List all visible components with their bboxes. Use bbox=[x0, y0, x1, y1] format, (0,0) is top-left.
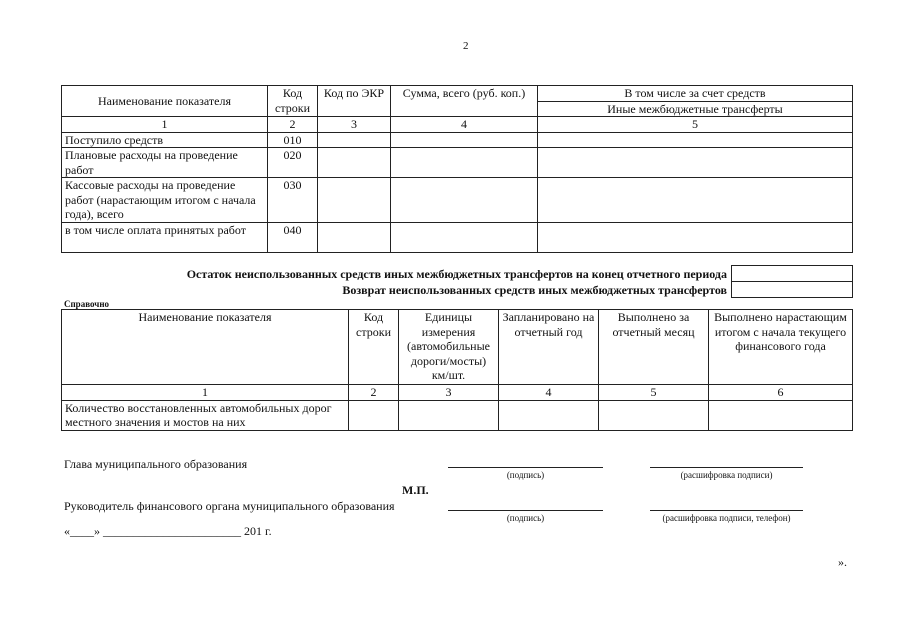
header-code-ekr: Код по ЭКР bbox=[318, 86, 391, 117]
col-number: 2 bbox=[268, 117, 318, 133]
header-code-row: Код строки bbox=[349, 310, 399, 385]
reference-label: Справочно bbox=[64, 299, 110, 309]
row-code: 020 bbox=[268, 148, 318, 178]
header-other-transfers: Иные межбюджетные трансферты bbox=[538, 101, 853, 117]
reference-table bbox=[61, 309, 853, 431]
header-done-month: Выполнено за отчетный месяц bbox=[599, 310, 709, 385]
col-number: 6 bbox=[709, 385, 853, 401]
empty-cell bbox=[599, 400, 709, 430]
head-decode-line bbox=[650, 467, 803, 468]
empty-cell bbox=[399, 400, 499, 430]
col-number: 3 bbox=[318, 117, 391, 133]
row-name: Количество восстановленных автомобильных дорог местного значения и мостов на них bbox=[62, 400, 349, 430]
balance-line-2: Возврат неиспользованных средств иных межбюджетных трансфертов bbox=[342, 283, 727, 297]
balance-box-1 bbox=[731, 265, 853, 282]
date-line: «____» _______________________ 201 г. bbox=[64, 524, 272, 538]
closing-mark: ». bbox=[838, 555, 847, 569]
empty-cell bbox=[538, 132, 853, 148]
row-name: Плановые расходы на проведение работ bbox=[62, 148, 268, 178]
head-decode-caption: (расшифровка подписи) bbox=[680, 470, 773, 480]
empty-cell bbox=[538, 148, 853, 178]
header-code-row: Код строки bbox=[268, 86, 318, 117]
row-name: в том числе оплата принятых работ bbox=[62, 222, 268, 252]
col-number: 1 bbox=[62, 385, 349, 401]
balance-line-1: Остаток неиспользованных средств иных межбюджетных трансфертов на конец отчетного периода bbox=[186, 267, 727, 281]
header-name: Наименование показателя bbox=[62, 86, 268, 117]
empty-cell bbox=[318, 148, 391, 178]
empty-cell bbox=[391, 148, 538, 178]
empty-cell bbox=[318, 132, 391, 148]
row-code: 030 bbox=[268, 178, 318, 223]
balance-box-2 bbox=[731, 281, 853, 298]
transfers-table bbox=[61, 85, 853, 253]
col-number: 4 bbox=[499, 385, 599, 401]
fin-sign-line bbox=[448, 510, 603, 511]
header-planned: Запланировано на отчетный год bbox=[499, 310, 599, 385]
fin-sign-caption: (подпись) bbox=[506, 513, 545, 523]
stamp-label: М.П. bbox=[402, 483, 429, 497]
header-done-total: Выполнено нарастающим итогом с начала текущего финансового года bbox=[709, 310, 853, 385]
empty-cell bbox=[391, 132, 538, 148]
row-name: Кассовые расходы на проведение работ (нарастающим итогом с начала года), всего bbox=[62, 178, 268, 223]
header-incl: В том числе за счет средств bbox=[538, 86, 853, 102]
col-number: 2 bbox=[349, 385, 399, 401]
empty-cell bbox=[499, 400, 599, 430]
empty-cell bbox=[391, 178, 538, 223]
empty-cell bbox=[318, 178, 391, 223]
head-label: Глава муниципального образования bbox=[64, 457, 248, 471]
empty-cell bbox=[538, 222, 853, 252]
header-units: Единицы измерения (автомобильные дороги/мосты) км/шт. bbox=[399, 310, 499, 385]
col-number: 4 bbox=[391, 117, 538, 133]
head-sign-caption: (подпись) bbox=[506, 470, 545, 480]
head-sign-line bbox=[448, 467, 603, 468]
header-name: Наименование показателя bbox=[62, 310, 349, 385]
col-number: 5 bbox=[538, 117, 853, 133]
empty-cell bbox=[709, 400, 853, 430]
empty-cell bbox=[391, 222, 538, 252]
fin-decode-caption: (расшифровка подписи, телефон) bbox=[662, 513, 791, 523]
row-code: 040 bbox=[268, 222, 318, 252]
page-number: 2 bbox=[463, 40, 469, 52]
row-code: 010 bbox=[268, 132, 318, 148]
fin-decode-line bbox=[650, 510, 803, 511]
row-name: Поступило средств bbox=[62, 132, 268, 148]
header-sum: Сумма, всего (руб. коп.) bbox=[391, 86, 538, 117]
col-number: 5 bbox=[599, 385, 709, 401]
fin-head-label: Руководитель финансового органа муниципального образования bbox=[64, 499, 395, 513]
col-number: 3 bbox=[399, 385, 499, 401]
empty-cell bbox=[318, 222, 391, 252]
empty-cell bbox=[538, 178, 853, 223]
col-number: 1 bbox=[62, 117, 268, 133]
empty-cell bbox=[349, 400, 399, 430]
